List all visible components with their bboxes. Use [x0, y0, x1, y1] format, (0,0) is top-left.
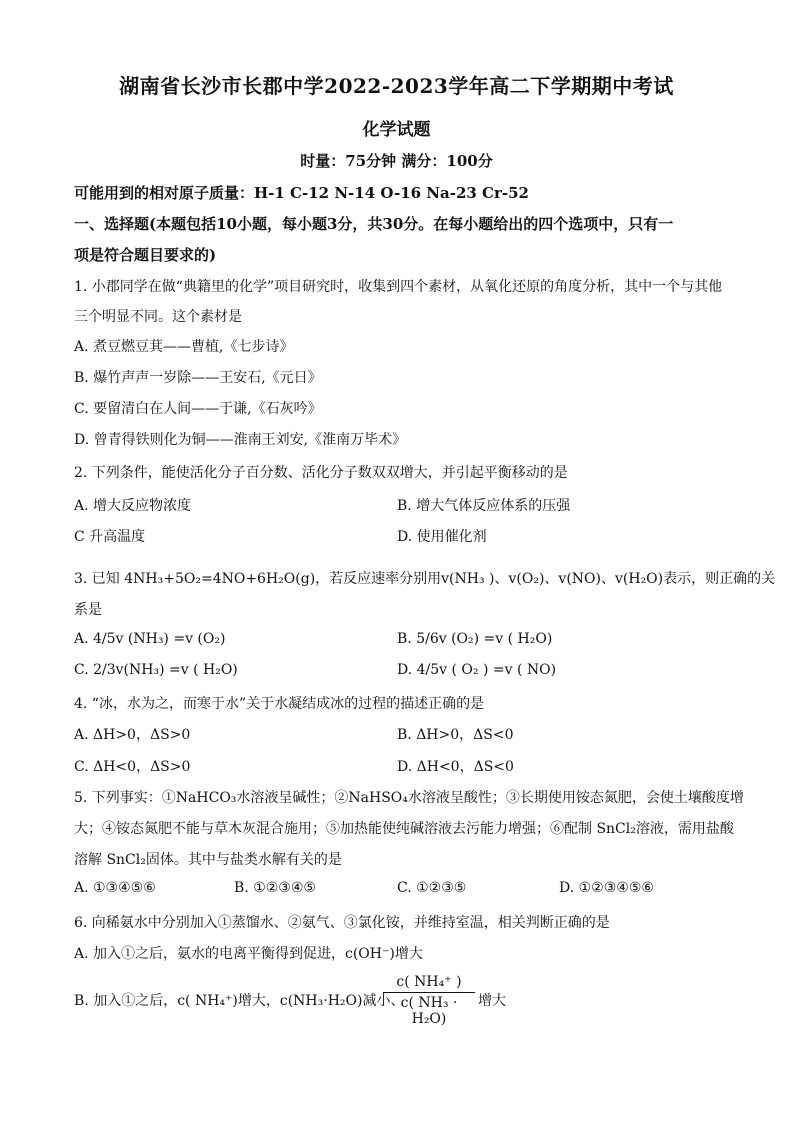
q5-option-d: D. ①②③④⑤⑥ — [559, 880, 654, 896]
q3-stem-line1: 3. 已知 4NH₃+5O₂=4NO+6H₂O(g)，若反应速率分别用v(NH₃ )、v(O₂)、v(NO)、v(H₂O)表示，则正确的关 — [74, 571, 776, 587]
q4-option-b: B. ΔH>0，ΔS<0 — [397, 727, 514, 743]
q5-stem-line2: 大；④铵态氮肥不能与草木灰混合施用；⑤加热能使纯碱溶液去污能力增强；⑥配制 SnCl₂溶液，需用盐酸 — [74, 821, 734, 837]
q1-option-d: D. 曾青得铁则化为铜——淮南王刘安,《淮南万毕术》 — [74, 432, 407, 448]
q6-option-b-fraction — [383, 974, 475, 1027]
q1-stem-line1: 1. 小郡同学在做“典籍里的化学”项目研究时，收集到四个素材，从氧化还原的角度分析，其中一个与其他 — [74, 279, 723, 295]
q4-stem: 4. “冰，水为之，而寒于水”关于水凝结成冰的过程的描述正确的是 — [74, 696, 485, 712]
q6-stem: 6. 向稀氨水中分别加入①蒸馏水、②氨气、③氯化铵，并维持室温，相关判断正确的是 — [74, 915, 610, 931]
q3-stem-line2: 系是 — [74, 602, 102, 618]
section-heading-line2: 项是符合题目要求的) — [74, 246, 217, 264]
q6-option-a: A. 加入①之后，氨水的电离平衡得到促进，c(OH⁻)增大 — [74, 946, 423, 962]
exam-title: 湖南省长沙市长郡中学2022-2023学年高二下学期期中考试 — [119, 74, 674, 98]
q2-option-d: D. 使用催化剂 — [397, 529, 487, 545]
q1-option-c: C. 要留清白在人间——于谦,《石灰吟》 — [74, 401, 322, 417]
q2-option-c: C 升高温度 — [74, 529, 146, 545]
q4-option-c: C. ΔH<0，ΔS>0 — [74, 759, 191, 775]
q4-option-d: D. ΔH<0，ΔS<0 — [397, 759, 514, 775]
q2-stem: 2. 下列条件，能使活化分子百分数、活化分子数双双增大，并引起平衡移动的是 — [74, 465, 568, 481]
section-heading-line1: 一、选择题(本题包括10小题，每小题3分，共30分。在每小题给出的四个选项中，只有一 — [74, 215, 674, 233]
q6-option-b-suffix: 增大 — [478, 993, 506, 1009]
q6-option-b-prefix: B. 加入①之后，c( NH₄⁺)增大，c(NH₃·H₂O)减小、 — [74, 993, 405, 1009]
fraction-denominator: c( NH₃ · H₂O) — [400, 995, 458, 1027]
q5-option-a: A. ①③④⑤⑥ — [74, 880, 156, 896]
atomic-masses: 可能用到的相对原子质量：H-1 C-12 N-14 O-16 Na-23 Cr-52 — [74, 184, 529, 202]
time-score: 时量：75分钟 满分：100分 — [300, 152, 493, 170]
q3-option-a: A. 4/5v (NH₃) =v (O₂) — [74, 631, 226, 647]
q5-stem-line1: 5. 下列事实：①NaHCO₃水溶液呈碱性；②NaHSO₄水溶液呈酸性；③长期使用铵态氮肥，会使土壤酸度增 — [74, 790, 744, 806]
q5-stem-line3: 溶解 SnCl₂固体。其中与盐类水解有关的是 — [74, 852, 342, 868]
q1-option-a: A. 煮豆燃豆萁——曹植,《七步诗》 — [74, 339, 294, 355]
q2-option-a: A. 增大反应物浓度 — [74, 498, 192, 514]
q3-option-c: C. 2/3v(NH₃) =v ( H₂O) — [74, 662, 238, 678]
q5-option-c: C. ①②③⑤ — [397, 880, 467, 896]
fraction-numerator: c( NH₄⁺ ) — [383, 974, 475, 993]
q3-option-d: D. 4/5v ( O₂ ) =v ( NO) — [397, 662, 557, 678]
q3-option-b: B. 5/6v (O₂) =v ( H₂O) — [397, 631, 553, 647]
q2-option-b: B. 增大气体反应体系的压强 — [397, 498, 571, 514]
q1-option-b: B. 爆竹声声一岁除——王安石,《元日》 — [74, 370, 322, 386]
q5-option-b: B. ①②③④⑤ — [234, 880, 316, 896]
subject-title: 化学试题 — [362, 120, 431, 140]
q4-option-a: A. ΔH>0，ΔS>0 — [74, 727, 191, 743]
q1-stem-line2: 三个明显不同。这个素材是 — [74, 309, 242, 325]
